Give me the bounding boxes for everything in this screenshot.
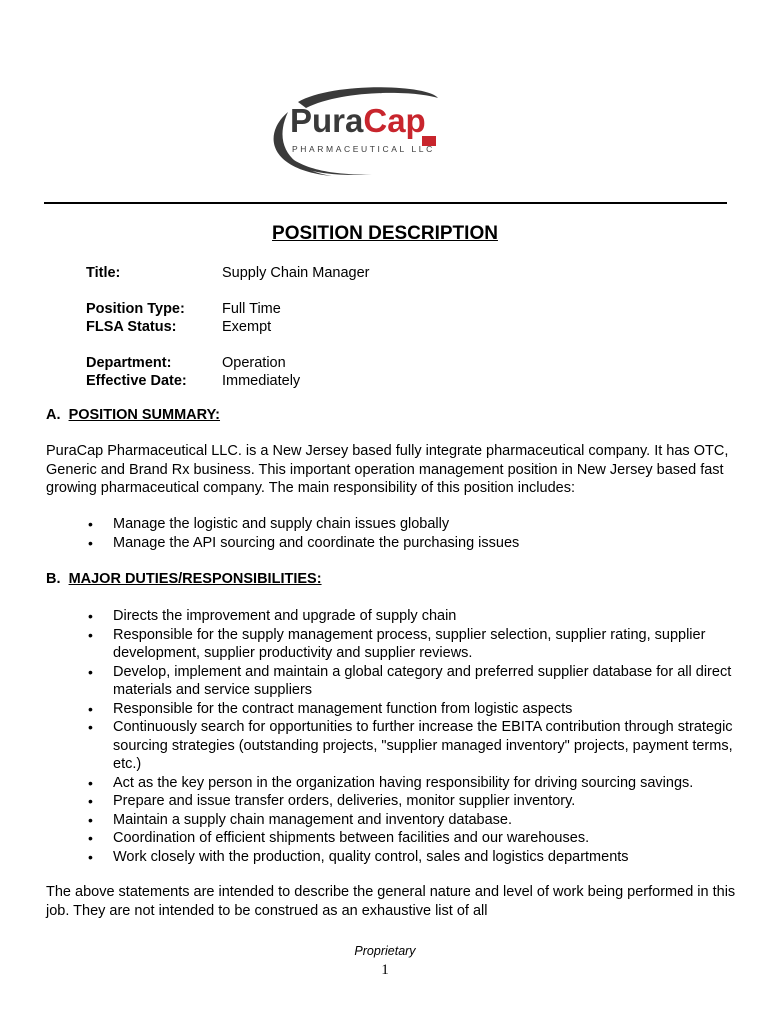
list-item: • Manage the logistic and supply chain issues globally (86, 515, 736, 534)
svg-text:PuraCap (290, 102, 426, 139)
field-label: Effective Date: (86, 373, 187, 389)
field-value: Supply Chain Manager (222, 265, 370, 281)
section-a-paragraph: PuraCap Pharmaceutical LLC. is a New Jersey based fully integrate pharmaceutical company. It has OTC, Generic and Brand Rx business. This important operation management position in New Jersey based fast growing pharmaceutical company. The main responsibility of this position includes: (46, 443, 729, 496)
field-label: Position Type: (86, 301, 185, 317)
logo-brand-part2: Cap (363, 102, 426, 139)
header-rule (44, 202, 727, 204)
field-value: Immediately (222, 373, 301, 389)
list-item: • Directs the improvement and upgrade of supply chain (86, 607, 736, 626)
field-value: Operation (222, 355, 286, 371)
section-b-heading (46, 571, 322, 587)
document-title: POSITION DESCRIPTION (272, 223, 498, 244)
page-number: 1 (381, 962, 389, 978)
list-item: • Continuously search for opportunities to further increase the EBITA contribution through strategic sourcing strategies (outstanding projects, "supplier managed inventory" projects, payment terms, etc.) (86, 718, 736, 774)
list-item: • Manage the API sourcing and coordinate the purchasing issues (86, 534, 736, 553)
field-row-position-type (86, 300, 370, 318)
field-value: Full Time (222, 301, 281, 317)
field-value: Exempt (222, 319, 272, 335)
section-a-letter: A. (46, 407, 61, 423)
list-item: • Work closely with the production, quality control, sales and logistics departments (86, 848, 736, 867)
list-item: • Develop, implement and maintain a global category and preferred supplier database for all direct materials and service suppliers (86, 663, 736, 700)
section-b-letter: B. (46, 571, 61, 587)
list-item: • Act as the key person in the organization having responsibility for driving sourcing savings. (86, 774, 736, 793)
footer-proprietary: Proprietary (354, 944, 416, 958)
section-a-bullet-list (86, 515, 736, 552)
list-item: • Coordination of efficient shipments between facilities and our warehouses. (86, 829, 736, 848)
logo-brand-part1: Pura (290, 102, 364, 139)
list-item: • Responsible for the contract management function from logistic aspects (86, 700, 736, 719)
section-a-heading (46, 407, 220, 423)
field-row-title (86, 264, 370, 282)
field-row-effective-date (86, 372, 370, 390)
field-row-flsa-status (86, 318, 370, 336)
logo-subline: PHARMACEUTICAL LLC (292, 144, 435, 154)
closing-paragraph: The above statements are intended to describe the general nature and level of work being performed in this job. They are not intended to be construed as an exhaustive list of all (46, 884, 736, 919)
field-label: Title: (86, 265, 121, 281)
list-item: • Maintain a supply chain management and inventory database. (86, 811, 736, 830)
section-a-title: POSITION SUMMARY: (68, 407, 221, 423)
position-fields (86, 264, 370, 390)
field-row-department (86, 354, 370, 372)
list-item: • Prepare and issue transfer orders, deliveries, monitor supplier inventory. (86, 792, 736, 811)
section-b-title: MAJOR DUTIES/RESPONSIBILITIES: (68, 571, 322, 587)
field-label: FLSA Status: (86, 319, 177, 335)
field-label: Department: (86, 355, 172, 371)
puracap-logo (262, 84, 442, 180)
list-item: • Responsible for the supply management process, supplier selection, supplier rating, supplier development, supplier productivity and supplier reviews. (86, 626, 736, 663)
section-b-bullet-list (86, 607, 736, 866)
